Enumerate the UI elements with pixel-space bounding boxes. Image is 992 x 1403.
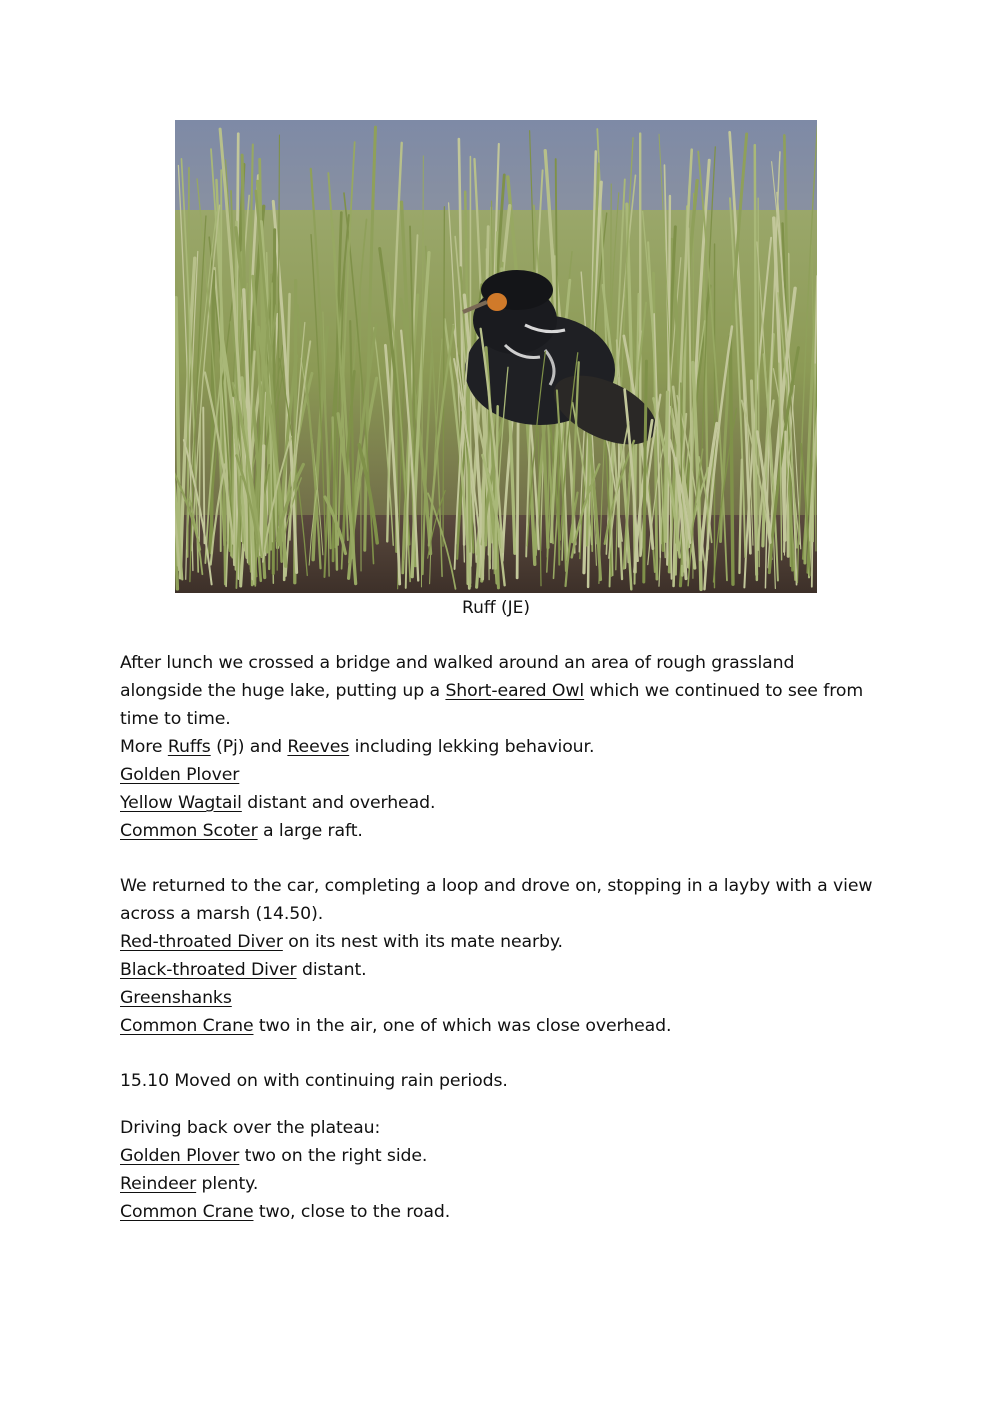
sighting-common-scoter: Common Scoter a large raft. xyxy=(120,821,363,841)
sighting-common-crane-road: Common Crane two, close to the road. xyxy=(120,1202,451,1222)
sighting-golden-plover xyxy=(120,761,880,789)
species-link-ruffs[interactable]: Ruffs xyxy=(167,737,211,757)
species-link-reindeer[interactable]: Reindeer xyxy=(120,1174,197,1194)
sighting-black-throated-diver: Black-throated Diver distant. xyxy=(120,960,367,980)
after-lunch-section xyxy=(120,649,880,845)
sighting-greenshanks xyxy=(120,984,880,1012)
species-link-common-scoter[interactable]: Common Scoter xyxy=(120,821,258,841)
species-link-black-throated-diver[interactable]: Black-throated Diver xyxy=(120,960,297,980)
sighting-reindeer: Reindeer plenty. xyxy=(120,1174,259,1194)
photo-caption: Ruff (JE) xyxy=(462,598,530,618)
sighting-yellow-wagtail: Yellow Wagtail distant and overhead. xyxy=(120,793,436,813)
sighting-common-crane: Common Crane two in the air, one of which was close overhead. xyxy=(120,1016,672,1036)
species-link-red-throated-diver[interactable]: Red-throated Diver xyxy=(120,932,283,952)
plateau-section xyxy=(120,1114,880,1226)
layby-paragraph: We returned to the car, completing a loop and drove on, stopping in a layby with a view across a marsh (14.50). xyxy=(120,876,873,924)
species-link-greenshanks[interactable]: Greenshanks xyxy=(120,988,232,1008)
species-link-golden-plover-plateau[interactable]: Golden Plover xyxy=(120,1146,240,1166)
species-link-golden-plover[interactable]: Golden Plover xyxy=(120,765,240,785)
species-link-common-crane[interactable]: Common Crane xyxy=(120,1016,254,1036)
after-lunch-paragraph: After lunch we crossed a bridge and walked around an area of rough grassland alongside the huge lake, putting up a Short-eared Owl which we continued to see from time to time. xyxy=(120,653,864,729)
ruff-photo xyxy=(175,120,817,593)
plateau-intro: Driving back over the plateau: xyxy=(120,1118,381,1138)
species-link-common-crane-road[interactable]: Common Crane xyxy=(120,1202,254,1222)
layby-section xyxy=(120,872,880,1040)
sighting-red-throated-diver: Red-throated Diver on its nest with its mate nearby. xyxy=(120,932,563,952)
species-link-reeves[interactable]: Reeves xyxy=(287,737,350,757)
moved-on-paragraph: 15.10 Moved on with continuing rain periods. xyxy=(120,1071,508,1091)
species-link-short-eared-owl[interactable]: Short-eared Owl xyxy=(445,681,585,701)
sighting-ruffs-reeves: More Ruffs (Pj) and Reeves including lekking behaviour. xyxy=(120,737,595,757)
sighting-golden-plover-plateau: Golden Plover two on the right side. xyxy=(120,1146,428,1166)
moved-on-section xyxy=(120,1067,880,1095)
species-link-yellow-wagtail[interactable]: Yellow Wagtail xyxy=(120,793,242,813)
